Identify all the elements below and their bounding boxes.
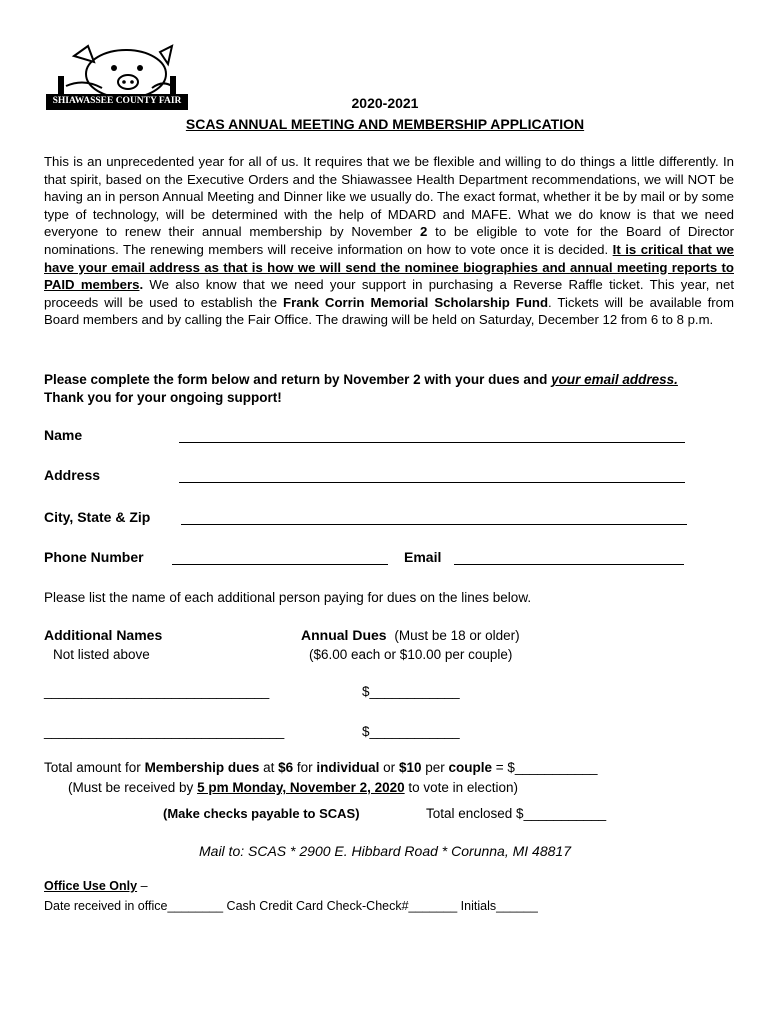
additional-intro: Please list the name of each additional person paying for dues on the lines below. xyxy=(44,590,532,605)
total-enclosed-field[interactable]: Total enclosed $___________ xyxy=(426,806,607,821)
instructions-email: your email address. xyxy=(551,372,678,387)
total-amount-line xyxy=(44,760,597,775)
intro-text-1: This is an unprecedented year for all of us. It requires that we be flexible and willing to do things a little differently. In that spirit, based on the Executive Orders and the Shiawassee Health Department recommendations, we will NOT be having an in person Annual Meeting and Dinner like we usually do. The exact format, whether it be by mail or by some type of technology, will be determined with the help of MDARD and MAFE. What we do know is that we need everyone to renew their annual membership by November xyxy=(44,154,734,240)
email-label: Email xyxy=(404,549,442,565)
name-field[interactable] xyxy=(179,442,685,443)
phone-field[interactable] xyxy=(172,564,388,565)
city-state-zip-field[interactable] xyxy=(181,524,687,525)
instructions xyxy=(44,371,704,406)
additional-name-line-1[interactable]: ______________________________ xyxy=(44,684,270,699)
total-couple: couple xyxy=(448,760,492,775)
total-membership-dues: Membership dues xyxy=(144,760,260,775)
phone-label: Phone Number xyxy=(44,549,144,565)
additional-name-line-2[interactable]: ________________________________ xyxy=(44,724,285,739)
total-text-9: per xyxy=(421,760,449,775)
intro-text-4: . Tickets will be available from Board members and by calling the Fair Office. The drawing will be held on Saturday, December 12 from 6 to 8 p.m. xyxy=(44,294,734,328)
office-use-heading xyxy=(44,879,148,893)
checks-payable: (Make checks payable to SCAS) xyxy=(163,806,360,821)
intro-text-3: We also know that we need your support in purchasing a Reverse Raffle ticket. This year, net proceeds will be used to establish the xyxy=(44,277,734,310)
total-price-individual: $6 xyxy=(278,760,294,775)
intro-text-2: to be eligible to vote for the Board of Director nominations. The renewing members will receive information on how to vote once it is decided. xyxy=(44,224,734,257)
total-individual: individual xyxy=(316,760,380,775)
total-price-couple: $10 xyxy=(398,760,422,775)
additional-names-sub: Not listed above xyxy=(53,647,150,662)
office-use-dash: – xyxy=(137,879,148,893)
mailing-address: Mail to: SCAS * 2900 E. Hibbard Road * Corunna, MI 48817 xyxy=(199,843,571,859)
deadline-text-3: to vote in election) xyxy=(404,780,518,795)
page-title: SCAS ANNUAL MEETING AND MEMBERSHIP APPLICATION xyxy=(185,116,585,132)
annual-dues-label: Annual Dues xyxy=(301,627,387,643)
additional-amount-line-1[interactable]: $____________ xyxy=(362,684,460,699)
city-state-zip-label: City, State & Zip xyxy=(44,509,151,525)
office-use-label: Office Use Only xyxy=(44,879,138,893)
address-label: Address xyxy=(44,467,101,483)
deadline-text-1: (Must be received by xyxy=(68,780,198,795)
name-label: Name xyxy=(44,427,83,443)
office-use-line: Date received in office________ Cash Credit Card Check-Check#_______ Initials______ xyxy=(44,899,538,913)
instructions-text-1: Please complete the form below and return by November 2 with your dues and xyxy=(44,372,552,387)
year-heading: 2020-2021 xyxy=(351,95,419,111)
additional-amount-line-2[interactable]: $____________ xyxy=(362,724,460,739)
total-text-3: at xyxy=(259,760,279,775)
total-text-1: Total amount for xyxy=(44,760,145,775)
annual-dues-note: (Must be 18 or older) xyxy=(394,628,520,643)
scholarship-fund-name: Frank Corrin Memorial Scholarship Fund xyxy=(283,294,549,310)
annual-dues-header xyxy=(301,627,520,643)
email-field[interactable] xyxy=(454,564,684,565)
annual-dues-sub: ($6.00 each or $10.00 per couple) xyxy=(309,647,513,662)
total-amount-field[interactable]: = $___________ xyxy=(492,760,598,775)
total-text-7: or xyxy=(379,760,399,775)
deadline-line xyxy=(68,780,518,795)
total-text-5: for xyxy=(293,760,317,775)
additional-names-header: Additional Names xyxy=(44,627,163,643)
deadline-date: 5 pm Monday, November 2, 2020 xyxy=(197,780,405,795)
critical-notice-end: . xyxy=(139,277,144,293)
instructions-text-2: Thank you for your ongoing support! xyxy=(44,389,282,405)
intro-paragraph xyxy=(44,153,734,329)
intro-bold-2: 2 xyxy=(420,224,428,240)
critical-notice: It is critical that we have your email address as that is how we will send the nominee biographies and annual meeting reports to PAID members xyxy=(44,241,734,293)
logo-text: SHIAWASSEE COUNTY FAIR xyxy=(52,96,182,106)
address-field[interactable] xyxy=(179,482,685,483)
